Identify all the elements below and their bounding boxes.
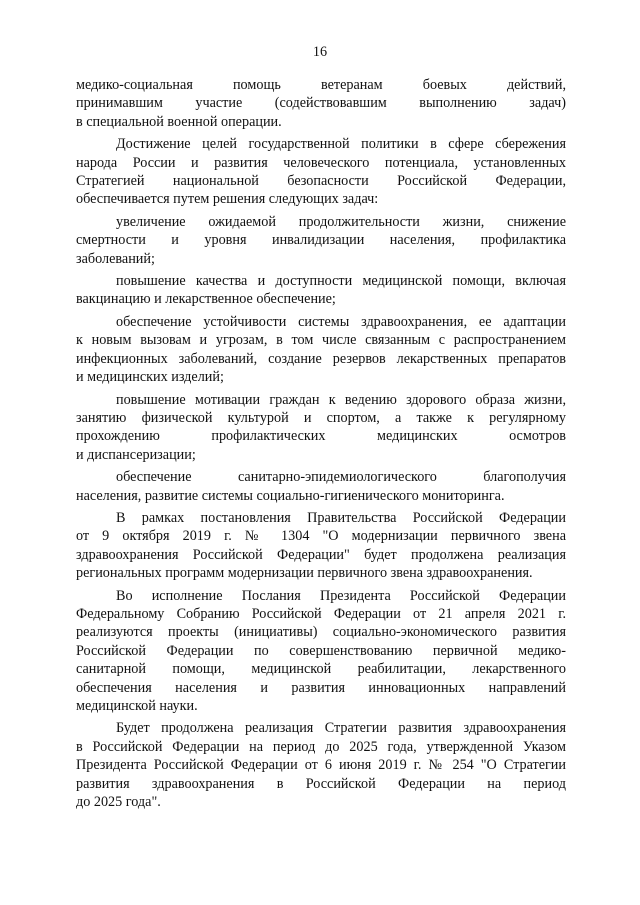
text-line: Российской Федерации по совершенствованию первичной медико-: [76, 642, 566, 659]
text-line: в специальной военной операции.: [76, 113, 282, 130]
paragraph-task-life-expectancy: [76, 213, 566, 268]
text-line: здравоохранения Российской Федерации" будет продолжена реализация: [76, 546, 566, 563]
paragraph-task-healthy-lifestyle: [76, 391, 566, 465]
text-line: занятию физической культурой и спортом, а также к регулярному: [76, 409, 566, 426]
text-line: к новым вызовам и угрозам, в том числе связанным с распространением: [76, 332, 566, 349]
text-line: обеспечение устойчивости системы здравоохранения, ее адаптации: [116, 313, 566, 330]
text-line: принимавшим участие (содействовавшим выполнению задач): [76, 95, 566, 112]
text-line: от 9 октября 2019 г. № 1304 "О модернизации первичного звена: [76, 528, 566, 545]
text-line: реализуются проекты (инициативы) социально-экономического развития: [76, 624, 566, 641]
paragraph-strategy-2025: [76, 719, 566, 811]
paragraph-policy-goals: [76, 135, 566, 209]
paragraph-continuation: [76, 76, 566, 131]
text-line: Федеральному Собранию Российской Федерации от 21 апреля 2021 г.: [76, 605, 566, 622]
page-number: 16: [312, 44, 328, 60]
paragraph-task-system-resilience: [76, 313, 566, 387]
document-body: [76, 76, 566, 811]
paragraph-presidential-address: [76, 587, 566, 716]
text-line: Будет продолжена реализация Стратегии развития здравоохранения: [116, 720, 566, 737]
text-line: Стратегией национальной безопасности Российской Федерации,: [76, 173, 566, 190]
text-line: вакцинацию и лекарственное обеспечение;: [76, 291, 336, 308]
text-line: обеспечение санитарно-эпидемиологического благополучия: [116, 469, 566, 486]
text-line: В рамках постановления Правительства Российской Федерации: [116, 509, 566, 526]
text-line: увеличение ожидаемой продолжительности жизни, снижение: [116, 213, 566, 230]
text-line: смертности и уровня инвалидизации населения, профилактика: [76, 232, 566, 249]
text-line: прохождению профилактических медицинских осмотров: [76, 428, 566, 445]
text-line: обеспечения населения и развития инновационных направлений: [76, 679, 566, 696]
text-line: санитарной помощи, медицинской реабилитации, лекарственного: [76, 661, 566, 678]
text-line: развития здравоохранения в Российской Федерации на период: [76, 775, 566, 792]
text-line: населения, развитие системы социально-гигиенического мониторинга.: [76, 487, 505, 504]
paragraph-task-sanitary-wellbeing: [76, 468, 566, 505]
text-line: инфекционных заболеваний, создание резервов лекарственных препаратов: [76, 350, 566, 367]
text-line: медицинской науки.: [76, 698, 198, 714]
text-line: медико-социальная помощь ветеранам боевых действий,: [76, 77, 566, 93]
text-line: обеспечивается путем решения следующих задач:: [76, 191, 379, 208]
text-line: повышение мотивации граждан к ведению здорового образа жизни,: [116, 391, 566, 408]
text-line: Президента Российской Федерации от 6 июня 2019 г. № 254 "О Стратегии: [76, 757, 566, 774]
text-line: народа России и развития человеческого потенциала, установленных: [76, 154, 566, 171]
text-line: до 2025 года".: [76, 794, 161, 811]
text-line: повышение качества и доступности медицинской помощи, включая: [116, 273, 566, 290]
text-line: Во исполнение Послания Президента Российской Федерации: [116, 587, 566, 604]
paragraph-task-care-quality: [76, 272, 566, 309]
text-line: Достижение целей государственной политики в сфере сбережения: [116, 136, 566, 153]
text-line: в Российской Федерации на период до 2025 года, утвержденной Указом: [76, 738, 566, 755]
text-line: и диспансеризации;: [76, 446, 196, 463]
text-line: и медицинских изделий;: [76, 369, 224, 386]
text-line: региональных программ модернизации первичного звена здравоохранения.: [76, 565, 533, 582]
text-line: заболеваний;: [76, 250, 155, 267]
paragraph-resolution-1304: [76, 509, 566, 583]
